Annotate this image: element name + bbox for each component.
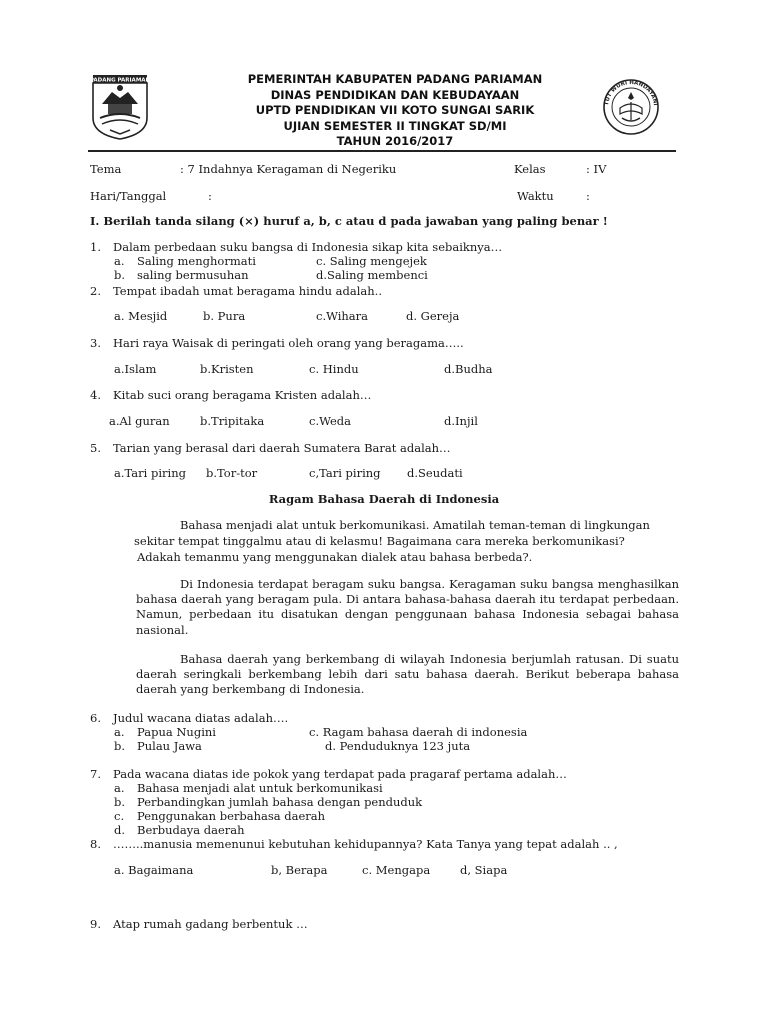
exam-header: [160, 72, 630, 150]
q4-opt-c: c.Weda: [309, 414, 352, 428]
q5-opt-b: b.Tor-tor: [206, 466, 258, 480]
q5-text: Tarian yang berasal dari daerah Sumatera Barat adalah…: [113, 441, 451, 455]
waktu-value: :: [586, 189, 590, 203]
q2-text: Tempat ibadah umat beragama hindu adalah..: [113, 284, 382, 298]
q4-opt-a: a.Al guran: [109, 414, 170, 428]
q1-opt-a-letter: a.: [114, 254, 125, 268]
header-line-2: DINAS PENDIDIKAN DAN KEBUDAYAAN: [270, 87, 520, 102]
q3-text: Hari raya Waisak di peringati oleh orang yang beragama…..: [113, 336, 464, 350]
reading-title: Ragam Bahasa Daerah di Indonesia: [268, 492, 500, 506]
hari-tanggal-label: Hari/Tanggal: [90, 189, 167, 203]
q6-opt-b-letter: b.: [114, 739, 126, 753]
q4-opt-d: d.Injil: [444, 414, 478, 428]
q1-number: 1.: [90, 240, 101, 254]
q8-opt-d: d, Siapa: [460, 863, 508, 877]
q8-opt-a: a. Bagaimana: [114, 863, 194, 877]
q7-number: 7.: [90, 767, 101, 781]
header-line-3: UPTD PENDIDIKAN VII KOTO SUNGAI SARIK: [255, 103, 535, 117]
q1-text: Dalam perbedaan suku bangsa di Indonesia sikap kita sebaiknya…: [113, 240, 503, 254]
q3-opt-a: a.Islam: [114, 362, 157, 376]
q9-number: 9.: [90, 917, 101, 931]
q5-opt-a: a.Tari piring: [114, 466, 186, 480]
reading-paragraph-2: [136, 577, 679, 638]
svg-text:PADANG PARIAMAN: PADANG PARIAMAN: [92, 77, 148, 84]
q5-number: 5.: [90, 441, 101, 455]
q7-opt-a-letter: a.: [114, 781, 125, 795]
reading-p2-text: Di Indonesia terdapat beragam suku bangsa. Keragaman suku bangsa menghasilkan bahasa daerah yang beragam pula. Di antara bahasa-bahasa daerah itu terdapat perbedaan. Namun, perbedaan itu disatukan dengan penggunaan bahasa Indonesia sebagai bahasa nasional.: [136, 577, 679, 637]
q2-number: 2.: [90, 284, 101, 298]
q6-opt-a-letter: a.: [114, 725, 125, 739]
q3-opt-c: c. Hindu: [309, 362, 359, 376]
q8-opt-c: c. Mengapa: [362, 863, 431, 877]
header-line-1: PEMERINTAH KABUPATEN PADANG PARIAMAN: [247, 72, 543, 86]
q7-opt-c: Penggunakan berbahasa daerah: [137, 809, 326, 823]
reading-paragraph-3: [136, 652, 679, 698]
kelas-label: Kelas: [514, 162, 546, 176]
q5-opt-d: d.Seudati: [407, 466, 463, 480]
tema-label: Tema: [90, 162, 122, 176]
q2-opt-c: c.Wihara: [316, 309, 369, 323]
instruction: I. Berilah tanda silang (×) huruf a, b, c atau d pada jawaban yang paling benar !: [90, 214, 608, 228]
q6-opt-b: Pulau Jawa: [137, 739, 202, 753]
q4-opt-b: b.Tripitaka: [200, 414, 265, 428]
q7-opt-c-letter: c.: [114, 809, 125, 823]
q5-opt-c: c,Tari piring: [309, 466, 381, 480]
header-line-5: TAHUN 2016/2017: [336, 134, 454, 148]
svg-text:TUT WURI HANDAYANI: TUT WURI HANDAYANI: [604, 79, 658, 106]
q1-opt-c: c. Saling mengejek: [316, 254, 427, 268]
reading-p1-line3: Adakah temanmu yang menggunakan dialek atau bahasa berbeda?.: [137, 550, 533, 564]
q2-opt-d: d. Gereja: [406, 309, 460, 323]
q3-number: 3.: [90, 336, 101, 350]
q6-number: 6.: [90, 711, 101, 725]
q2-opt-a: a. Mesjid: [114, 309, 168, 323]
q7-opt-d: Berbudaya daerah: [137, 823, 245, 837]
q1-opt-d: d.Saling membenci: [316, 268, 428, 282]
q3-opt-d: d.Budha: [444, 362, 493, 376]
padang-pariaman-logo-icon: [92, 74, 148, 140]
q1-opt-a: Saling menghormati: [137, 254, 256, 268]
q4-text: Kitab suci orang beragama Kristen adalah…: [113, 388, 372, 402]
q7-opt-d-letter: d.: [114, 823, 126, 837]
q7-opt-a: Bahasa menjadi alat untuk berkomunikasi: [137, 781, 383, 795]
header-line-4: UJIAN SEMESTER II TINGKAT SD/MI: [283, 118, 507, 133]
q6-opt-a: Papua Nugini: [137, 725, 216, 739]
q6-opt-d: d. Penduduknya 123 juta: [325, 739, 471, 753]
header-divider: [88, 150, 676, 152]
kelas-value: : IV: [586, 162, 607, 176]
q7-text: Pada wacana diatas ide pokok yang terdapat pada pragaraf pertama adalah…: [113, 767, 567, 781]
q7-opt-b-letter: b.: [114, 795, 126, 809]
q4-number: 4.: [90, 388, 101, 402]
tut-wuri-handayani-logo-icon: [598, 78, 664, 136]
q1-opt-b-letter: b.: [114, 268, 126, 282]
q6-text: Judul wacana diatas adalah….: [113, 711, 289, 725]
q8-number: 8.: [90, 837, 101, 851]
q6-opt-c: c. Ragam bahasa daerah di indonesia: [309, 725, 528, 739]
q2-opt-b: b. Pura: [203, 309, 246, 323]
q8-text: ……..manusia memenunui kebutuhan kehidupannya? Kata Tanya yang tepat adalah .. ,: [113, 837, 618, 851]
q7-opt-b: Perbandingkan jumlah bahasa dengan penduduk: [137, 795, 423, 809]
tema-value: : 7 Indahnya Keragaman di Negeriku: [180, 162, 397, 176]
hari-tanggal-value: :: [208, 189, 212, 203]
q1-opt-b: saling bermusuhan: [137, 268, 249, 282]
reading-p1-line1: Bahasa menjadi alat untuk berkomunikasi. Amatilah teman-teman di lingkungan: [180, 518, 650, 532]
q9-text: Atap rumah gadang berbentuk …: [113, 917, 308, 931]
q3-opt-b: b.Kristen: [200, 362, 254, 376]
reading-p1-line2: sekitar tempat tinggalmu atau di kelasmu! Bagaimana cara mereka berkomunikasi?: [134, 534, 625, 548]
q8-opt-b: b, Berapa: [271, 863, 328, 877]
reading-p3-text: Bahasa daerah yang berkembang di wilayah Indonesia berjumlah ratusan. Di suatu daerah seringkali berkembang lebih dari satu bahasa daerah. Berikut beberapa bahasa daerah yang berkembang di Indonesia.: [136, 652, 679, 697]
waktu-label: Waktu: [517, 189, 554, 203]
